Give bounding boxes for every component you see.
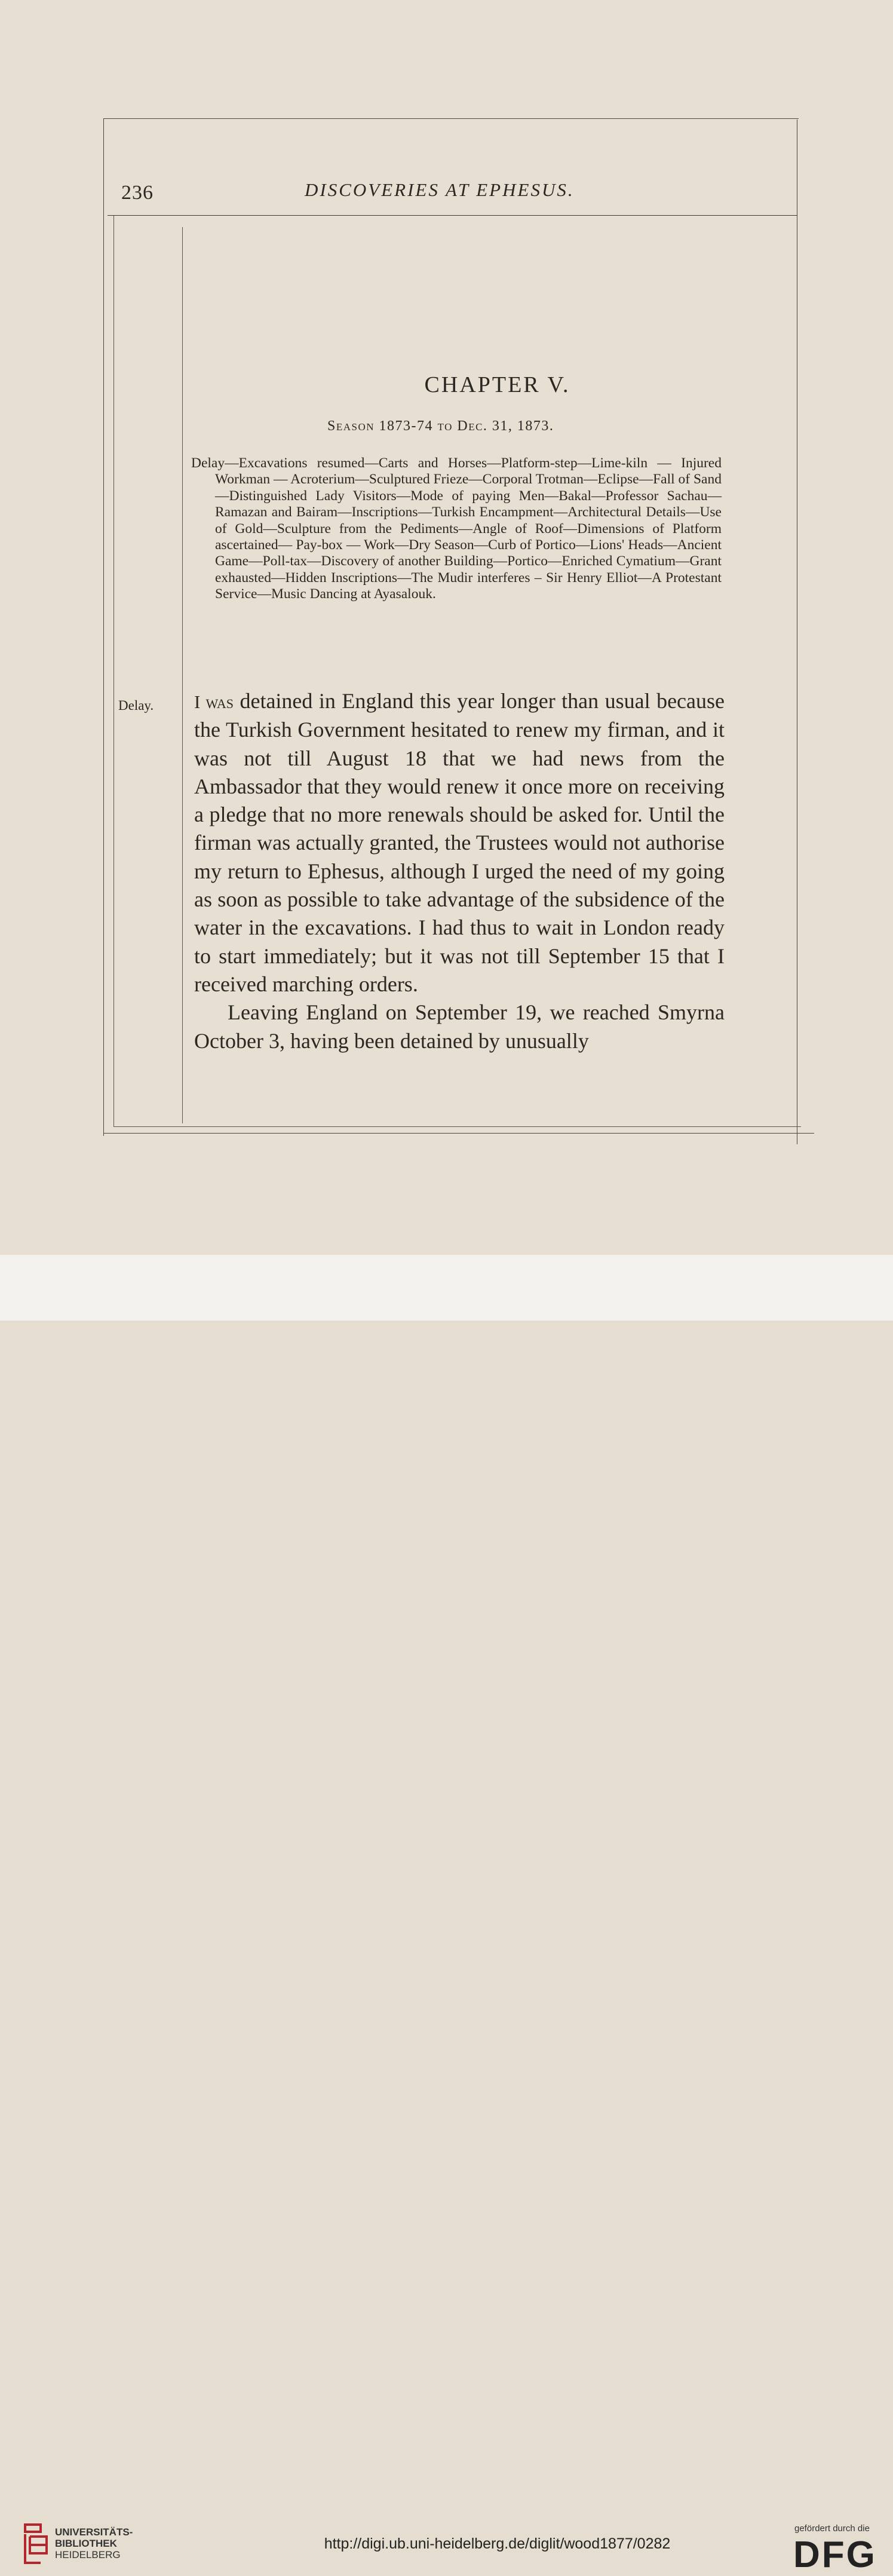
library-name-line-3: HEIDELBERG [55, 2549, 121, 2560]
header-rule [108, 215, 797, 216]
running-head: DISCOVERIES AT EPHESUS. [305, 179, 575, 200]
dfg-logo[interactable]: DFG [793, 2534, 877, 2575]
scanned-page [0, 0, 893, 1255]
page-number: 236 [121, 182, 154, 204]
page-frame-bottom-edge [103, 1133, 814, 1134]
permalink-url[interactable]: http://digi.ub.uni-heidelberg.de/diglit/wood1877/0282 [324, 2535, 671, 2552]
body-text [194, 687, 725, 1055]
paragraph-lead-small-caps: I was [194, 691, 234, 712]
chapter-title: CHAPTER V. [424, 372, 570, 397]
paragraph-1-text: detained in England this year longer than usual because the Turkish Government hesitated to renew my firman, and it was not till August 18 that we had news from the Ambassador that they would renew it once more on receiving a pledge that no more renewals should be asked for. Until the firman was actually granted, the Trustees would not authorise my return to Ephesus, although I urged the need of my going as soon as possible to take advantage of the subsidence of the water in the excavations. I had thus to wait in London ready to start immediately; but it was not till September 15 that I received marching orders. [194, 689, 725, 996]
funded-by-label: gefördert durch die [794, 2523, 870, 2534]
library-name-line-1: UNIVERSITÄTS- [55, 2526, 133, 2538]
chapter-season: Season 1873-74 to Dec. 31, 1873. [327, 418, 554, 434]
body-paragraph-1 [194, 687, 725, 998]
margin-note: Delay. [118, 698, 154, 713]
margin-column-rule [182, 227, 183, 1123]
viewer-footer [0, 1255, 893, 2575]
library-name-line-2: BIBLIOTHEK [55, 2538, 117, 2549]
chapter-summary-text: Delay—Excavations resumed—Carts and Horses—Platform-step—Lime-kiln — Injured Workman — Acroterium—Sculptured Frieze—Corporal Trotman—Eclipse—Fall of Sand—Distinguished Lady Visitors—Mode of paying Men—Bakal—Professor Sachau—Ramazan and Bairam—Inscriptions—Turkish Encampment—Architectural Details—Use of Gold—Sculpture from the Pediments—Angle of Roof—Dimensions of Platform ascertained— Pay-box — Work—Dry Season—Curb of Portico—Lions' Heads—Ancient Game—Poll-tax—Discovery of another Building—Portico—Enriched Cymatium—Grant exhausted—Hidden Inscriptions—The Mudir interferes – Sir Henry Elliot—A Protestant Service—Music Dancing at Ayasalouk. [191, 455, 722, 602]
chapter-summary [191, 455, 722, 603]
body-paragraph-2: Leaving England on September 19, we reached Smyrna October 3, having been detained by unusually [194, 1000, 725, 1053]
